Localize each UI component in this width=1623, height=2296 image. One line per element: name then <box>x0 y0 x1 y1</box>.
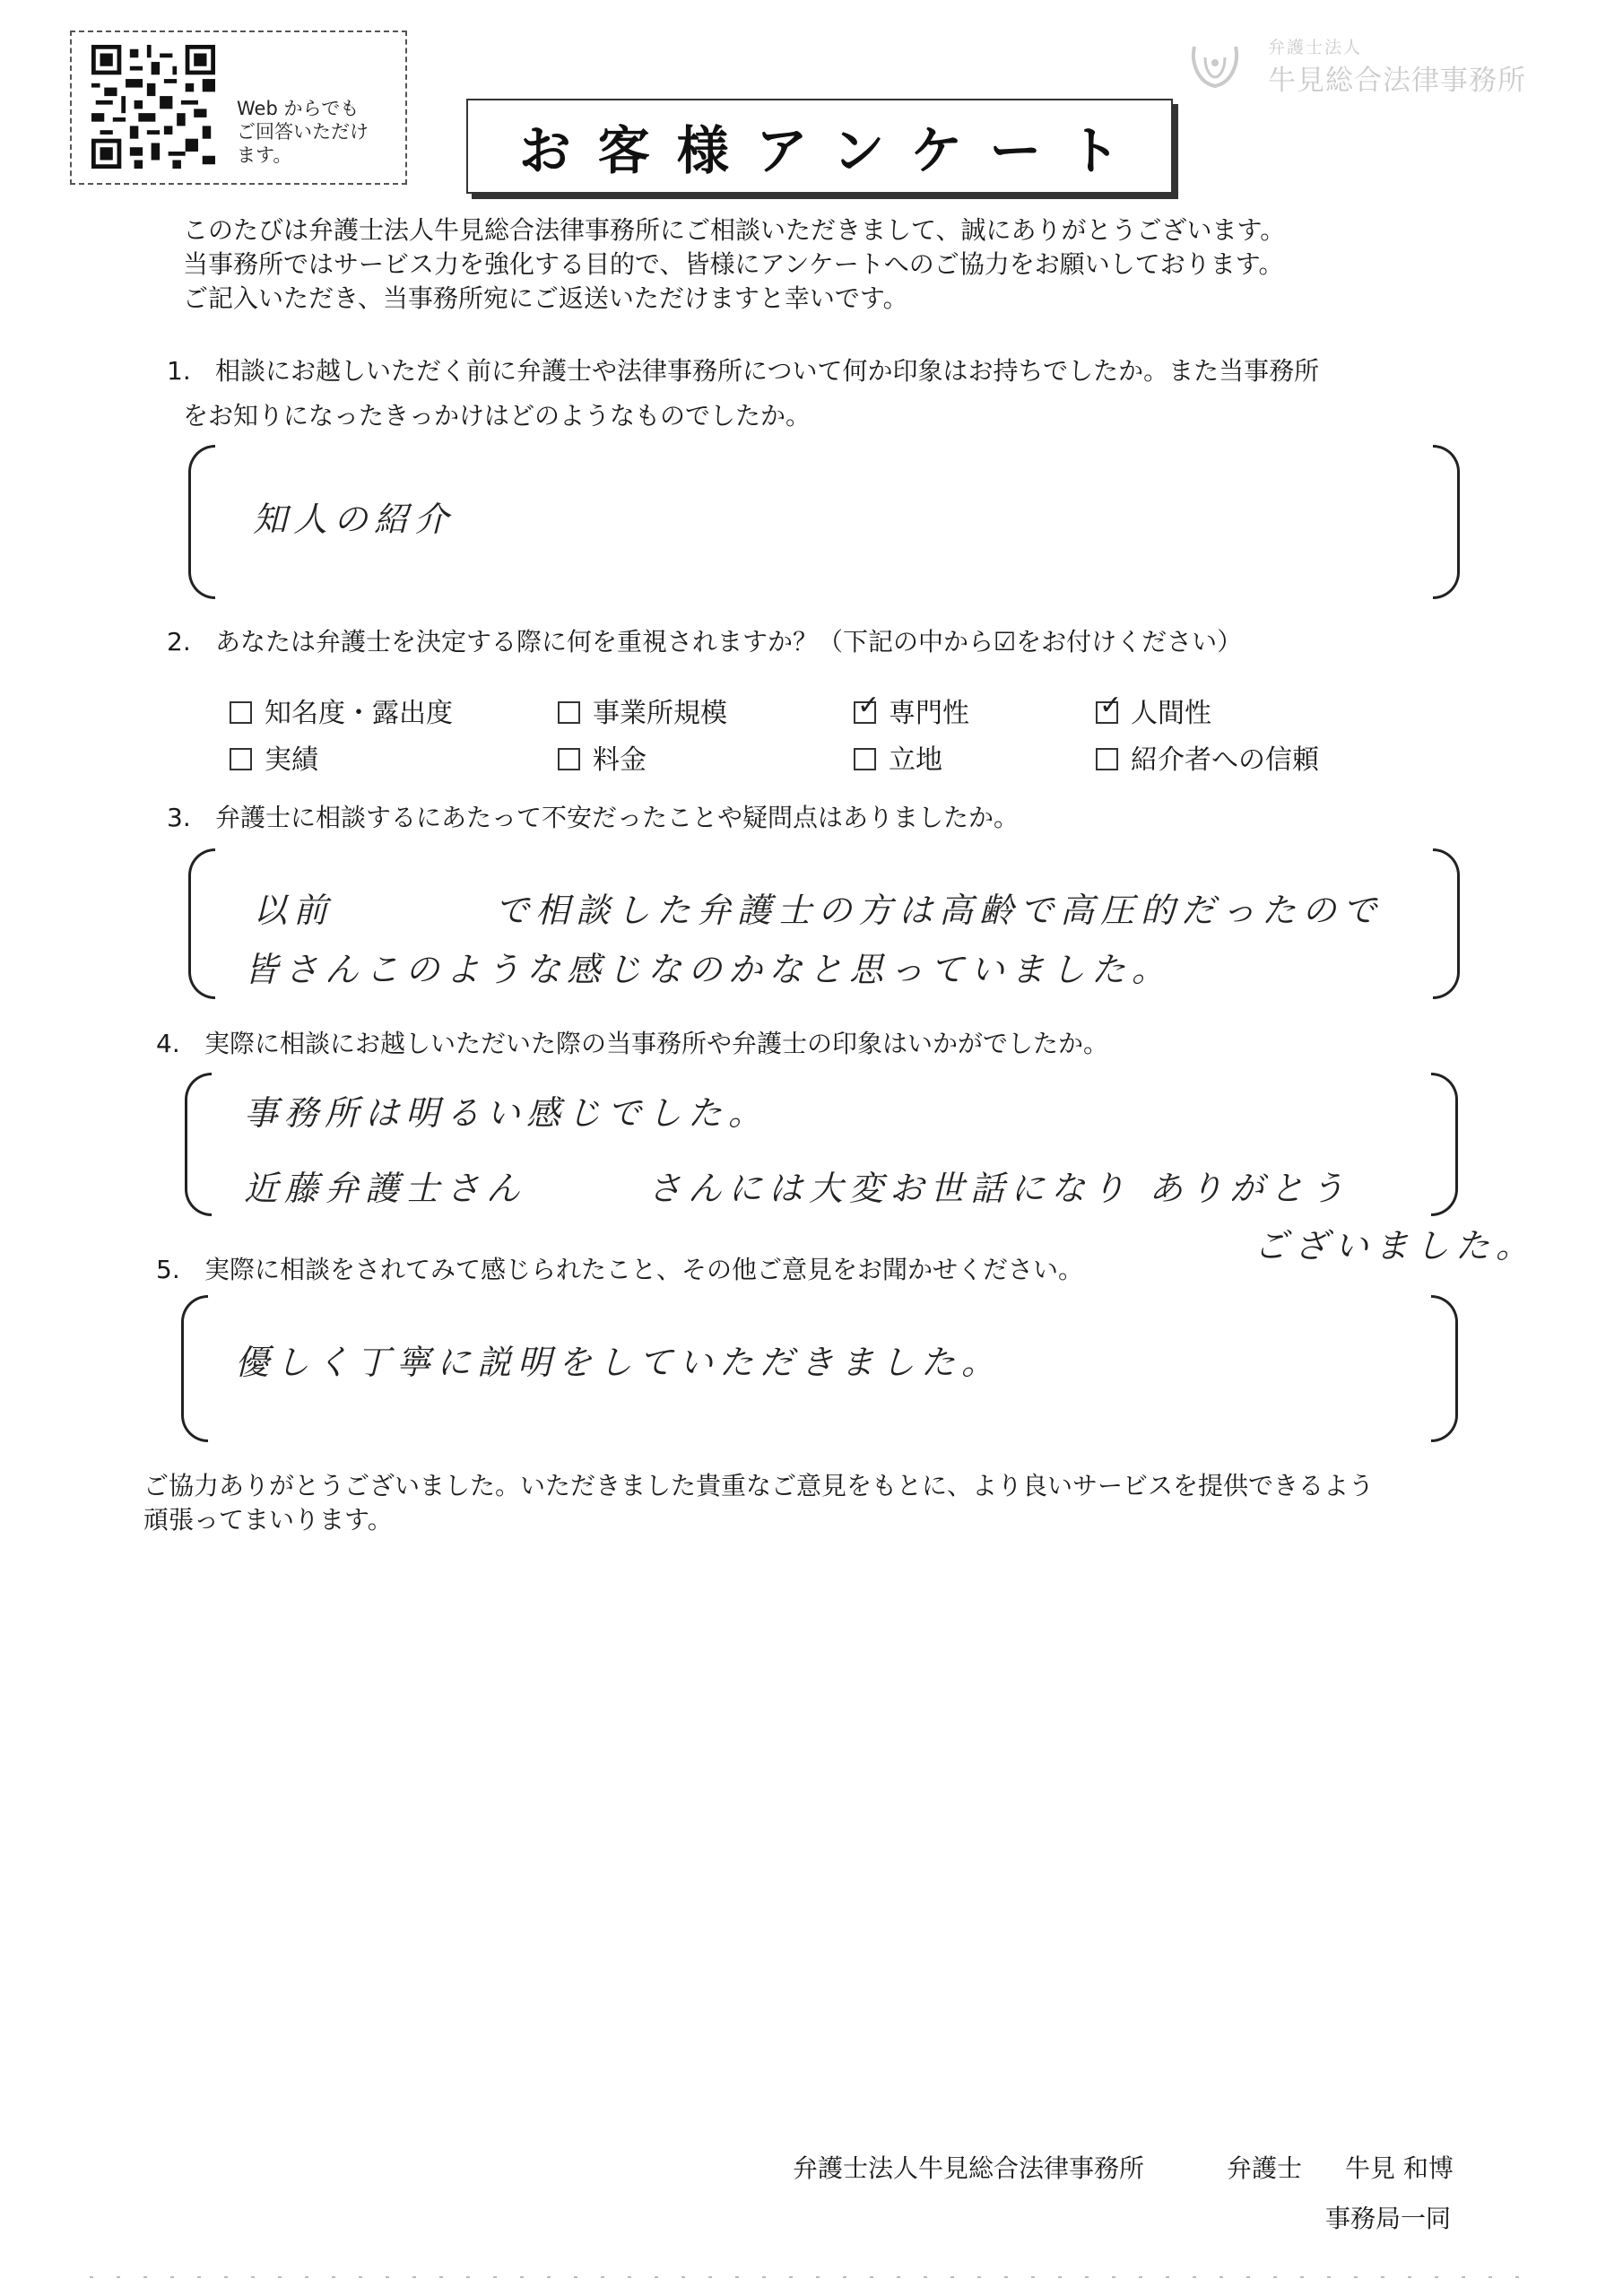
qr-note-line: Web からでも <box>237 98 360 119</box>
checkbox-unchecked-icon[interactable] <box>1096 748 1118 770</box>
option-label: 立地 <box>889 744 942 776</box>
closing-line: 頑張ってまいります。 <box>143 1505 393 1535</box>
qr-note-line: ます。 <box>237 144 292 166</box>
option-label: 紹介者への信頼 <box>1131 744 1319 776</box>
option-label: 実績 <box>265 744 318 776</box>
answer-4-bracket-left <box>185 1073 212 1216</box>
option-office-size <box>558 691 727 730</box>
option-label: 事業所規模 <box>593 698 727 729</box>
intro-line: このたびは弁護士法人牛見総合法律事務所にご相談いただきまして、誠にありがとうございます。 <box>183 215 1286 245</box>
question-line: 相談にお越しいただく前に弁護士や法律事務所について何か印象はお持ちでしたか。また当事務所 <box>215 356 1320 386</box>
option-personality <box>1096 691 1211 730</box>
answer-4-handwriting-line-2: 近藤弁護士さん さんには大変お世話になり ありがとう <box>244 1169 1351 1208</box>
question-1-text <box>215 352 1524 391</box>
question-1-text-cont <box>183 396 1492 436</box>
checkbox-unchecked-icon[interactable] <box>230 701 252 724</box>
question-4-number: 4. <box>156 1029 180 1058</box>
question-2-number: 2. <box>167 627 191 657</box>
question-5-text: 実際に相談をされてみて感じられたこと、その他ご意見をお聞かせください。 <box>204 1255 1084 1284</box>
intro-line: 当事務所ではサービス力を強化する目的で、皆様にアンケートへのご協力をお願いしております。 <box>183 249 1284 279</box>
option-name-recognition <box>230 691 453 730</box>
question-5-number: 5. <box>156 1255 180 1284</box>
ox-horn-logo-icon <box>1185 36 1245 95</box>
answer-5-handwriting: 優しく丁寧に説明をしていただきました。 <box>235 1343 1002 1382</box>
question-4-text: 実際に相談にお越しいただいた際の当事務所や弁護士の印象はいかがでしたか。 <box>204 1029 1109 1058</box>
answer-1-bracket-right <box>1433 445 1460 599</box>
answer-5-bracket-left <box>181 1295 208 1442</box>
question-line: をお知りになったきっかけはどのようなものでしたか。 <box>183 401 812 430</box>
answer-3-bracket-left <box>188 848 215 999</box>
qr-note-line: ご回答いただけ <box>237 121 369 143</box>
option-expertise <box>854 691 969 730</box>
page-title: お客様アンケート <box>518 120 1148 181</box>
footer-staff: 事務局一同 <box>1325 2204 1452 2233</box>
footer-firm-name: 弁護士法人牛見総合法律事務所 <box>793 2153 1145 2183</box>
option-label: 料金 <box>593 744 647 776</box>
intro-text <box>183 213 1510 316</box>
answer-4-handwriting-line-3: ございました。 <box>1254 1226 1537 1265</box>
title-box <box>466 99 1173 194</box>
intro-line: ご記入いただき、当事務所宛にご返送いただけますと幸いです。 <box>183 283 908 313</box>
option-label: 人間性 <box>1131 698 1211 729</box>
question-3-number: 3. <box>167 803 191 832</box>
checkbox-checked-icon[interactable]: ✓ <box>854 701 876 724</box>
logo-subtitle: 弁護士法人 <box>1268 38 1363 57</box>
question-1-number: 1. <box>167 356 191 386</box>
option-track-record <box>230 737 318 777</box>
option-fee <box>558 737 647 777</box>
answer-4-bracket-right <box>1431 1073 1458 1216</box>
answer-1-handwriting: 知人の紹介 <box>253 500 456 539</box>
question-3-text: 弁護士に相談するにあたって不安だったことや疑問点はありましたか。 <box>215 803 1020 832</box>
qr-note <box>237 97 398 167</box>
option-label: 専門性 <box>889 698 969 729</box>
footer-lawyer-name: 牛見 和博 <box>1345 2153 1454 2183</box>
firm-logo <box>1185 32 1562 104</box>
checkbox-unchecked-icon[interactable] <box>558 701 580 724</box>
checkbox-checked-icon[interactable]: ✓ <box>1096 701 1118 724</box>
checkbox-unchecked-icon[interactable] <box>854 748 876 770</box>
answer-3-handwriting-line-1: 以前 で相談した弁護士の方は高齢で高圧的だったので <box>253 891 1384 930</box>
question-2-text: あなたは弁護士を決定する際に何を重視されますか？（下記の中から☑をお付けください） <box>215 627 1243 657</box>
closing-text <box>143 1469 1488 1537</box>
answer-3-bracket-right <box>1433 848 1460 999</box>
answer-4-handwriting-line-1: 事務所は明るい感じでした。 <box>244 1093 769 1133</box>
option-location <box>854 737 942 777</box>
checkbox-unchecked-icon[interactable] <box>230 748 252 770</box>
qr-code[interactable] <box>91 45 215 169</box>
closing-line: ご協力ありがとうございました。いただきました貴重なご意見をもとに、より良いサービスを提供できるよう <box>143 1471 1375 1500</box>
option-referrer-trust <box>1096 737 1319 777</box>
answer-1-bracket-left <box>188 445 215 599</box>
answer-5-bracket-right <box>1431 1295 1458 1442</box>
qr-box <box>70 30 407 185</box>
bottom-dotted-line <box>90 2274 1524 2280</box>
checkbox-unchecked-icon[interactable] <box>558 748 580 770</box>
logo-firm-name: 牛見総合法律事務所 <box>1268 65 1526 97</box>
answer-3-handwriting-line-2: 皆さんこのような感じなのかなと思っていました。 <box>244 950 1173 989</box>
option-label: 知名度・露出度 <box>265 698 453 729</box>
footer-role: 弁護士 <box>1227 2153 1303 2183</box>
